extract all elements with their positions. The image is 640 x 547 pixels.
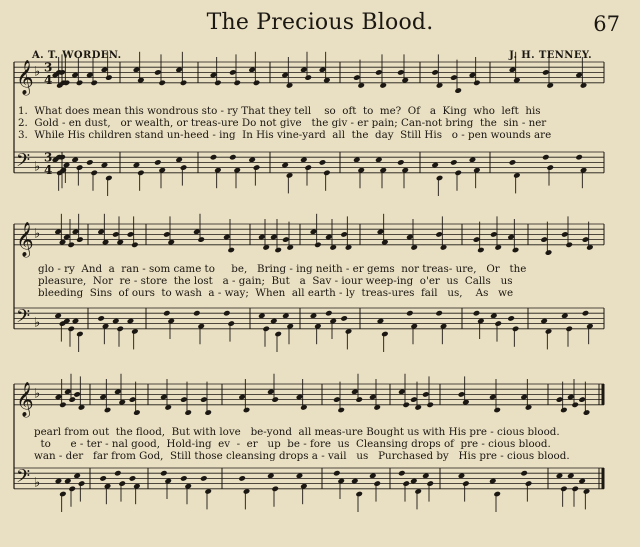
note-head bbox=[381, 331, 389, 338]
note-head bbox=[90, 80, 98, 87]
note-head bbox=[571, 402, 579, 409]
time-signature-bottom: 4 bbox=[44, 162, 53, 177]
lyrics-verse2-line1: 2. Gold - en dust, or wealth, or treas-ure Do not give the giv - er pain; Can-not bring the sin - ner bbox=[18, 117, 547, 129]
bass-clef: 𝄢 bbox=[16, 466, 31, 492]
flat-key-signature: ♭ bbox=[34, 226, 41, 242]
note-head bbox=[560, 486, 568, 493]
note-head bbox=[229, 154, 237, 161]
note-head bbox=[105, 74, 113, 81]
note-head bbox=[402, 480, 410, 487]
time-signature-bottom: 4 bbox=[44, 72, 53, 87]
note-head bbox=[133, 409, 141, 416]
note-head bbox=[118, 480, 126, 487]
note-head bbox=[546, 164, 554, 171]
note-head bbox=[227, 247, 235, 254]
note-head bbox=[184, 409, 192, 416]
note-head bbox=[76, 236, 84, 243]
note-head bbox=[542, 69, 550, 76]
note-head bbox=[59, 491, 67, 498]
note-head bbox=[436, 175, 444, 182]
note-head bbox=[473, 310, 481, 317]
note-head bbox=[319, 159, 327, 166]
note-head bbox=[271, 396, 279, 403]
note-head bbox=[105, 175, 113, 182]
note-head bbox=[402, 402, 410, 409]
note-head bbox=[565, 326, 573, 333]
note-head bbox=[337, 407, 345, 414]
note-head bbox=[426, 480, 434, 487]
flat-key-signature: ♭ bbox=[34, 475, 41, 491]
note-head bbox=[304, 74, 312, 81]
note-head bbox=[129, 475, 137, 482]
note-head bbox=[180, 80, 188, 87]
note-head bbox=[229, 69, 237, 76]
note-head bbox=[355, 491, 363, 498]
note-head bbox=[97, 315, 105, 322]
note-head bbox=[512, 326, 520, 333]
note-head bbox=[193, 310, 201, 317]
note-head bbox=[520, 470, 528, 477]
note-head bbox=[67, 326, 75, 333]
note-head bbox=[494, 320, 502, 327]
page-number: 67 bbox=[593, 12, 620, 36]
note-head bbox=[340, 315, 348, 322]
lyrics-verse1-line1: 1. What does mean this wondrous sto - ry That they tell so oft to me? Of a King who left his bbox=[18, 105, 541, 117]
lyrics-verse3-line2: bleeding Sins of ours to wash a - way; When all earth - ly treas-ures fail us, As we bbox=[38, 287, 514, 299]
flat-key-signature: ♭ bbox=[34, 315, 41, 331]
note-head bbox=[431, 69, 439, 76]
note-head bbox=[454, 170, 462, 177]
lyrics-verse2-line2: pleasure, Nor re - store the lost a - gain; But a Sav - iour weep-ing o'er us Calls us bbox=[38, 275, 513, 287]
note-head bbox=[435, 310, 443, 317]
note-head bbox=[131, 242, 139, 249]
note-head bbox=[561, 231, 569, 238]
note-head bbox=[76, 80, 84, 87]
note-head bbox=[571, 486, 579, 493]
hymn-title: The Precious Blood. bbox=[206, 10, 434, 35]
lyrics-verse1-line3: pearl from out the flood, But with love be-yond all meas-ure Bought us with His pre - cious blood. bbox=[34, 426, 560, 438]
note-head bbox=[556, 396, 564, 403]
note-head bbox=[422, 391, 430, 398]
note-head bbox=[112, 231, 120, 238]
note-head bbox=[67, 242, 75, 249]
note-head bbox=[397, 159, 405, 166]
note-head bbox=[582, 236, 590, 243]
note-head bbox=[545, 249, 553, 256]
note-head bbox=[542, 154, 550, 161]
note-head bbox=[116, 326, 124, 333]
note-head bbox=[214, 80, 222, 87]
note-head bbox=[490, 231, 498, 238]
note-head bbox=[323, 170, 331, 177]
note-head bbox=[180, 164, 188, 171]
note-head bbox=[90, 170, 98, 177]
note-head bbox=[274, 331, 282, 338]
note-head bbox=[333, 396, 341, 403]
bass-clef: 𝄢 bbox=[16, 306, 31, 332]
note-head bbox=[163, 231, 171, 238]
lyrics-verse2-line3: to e - ter - nal good, Hold-ing ev - er up be - fore us Cleansing drops of pre - cious blood. bbox=[34, 438, 551, 450]
note-head bbox=[540, 236, 548, 243]
note-head bbox=[282, 236, 290, 243]
note-head bbox=[565, 242, 573, 249]
note-head bbox=[86, 159, 94, 166]
note-head bbox=[99, 475, 107, 482]
lyrics-verse1-line2: glo - ry And a ran - som came to be, Bring - ing neith - er gems nor treas- ure, Or the bbox=[38, 263, 527, 275]
note-head bbox=[262, 326, 270, 333]
note-head bbox=[59, 402, 67, 409]
note-head bbox=[473, 236, 481, 243]
note-head bbox=[78, 480, 86, 487]
note-head bbox=[304, 164, 312, 171]
note-head bbox=[325, 310, 333, 317]
note-head bbox=[180, 475, 188, 482]
note-head bbox=[129, 396, 137, 403]
note-head bbox=[197, 236, 205, 243]
note-head bbox=[454, 87, 462, 94]
note-head bbox=[253, 164, 261, 171]
treble-clef: 𝄞 bbox=[16, 221, 34, 257]
note-head bbox=[104, 407, 112, 414]
note-head bbox=[493, 407, 501, 414]
note-head bbox=[210, 154, 218, 161]
note-head bbox=[154, 69, 162, 76]
note-head bbox=[154, 159, 162, 166]
flat-key-signature: ♭ bbox=[34, 64, 41, 80]
note-head bbox=[68, 396, 76, 403]
note-head bbox=[160, 470, 168, 477]
note-head bbox=[353, 74, 361, 81]
note-head bbox=[397, 69, 405, 76]
note-head bbox=[398, 470, 406, 477]
time-signature-top: 3 bbox=[44, 60, 53, 75]
note-head bbox=[314, 242, 322, 249]
note-head bbox=[68, 486, 76, 493]
note-head bbox=[204, 409, 212, 416]
note-head bbox=[274, 247, 282, 254]
flat-key-signature: ♭ bbox=[34, 386, 41, 402]
bass-clef: 𝄢 bbox=[16, 150, 31, 176]
note-head bbox=[578, 396, 586, 403]
note-head bbox=[158, 80, 166, 87]
note-head bbox=[233, 80, 241, 87]
note-head bbox=[507, 315, 515, 322]
note-head bbox=[227, 320, 235, 327]
lyrics-verse3-line3: wan - der far from God, Still those cleansing drops a - vail us Purchased by His pre - cious blood. bbox=[34, 450, 570, 462]
note-head bbox=[406, 310, 414, 317]
note-head bbox=[493, 491, 501, 498]
note-head bbox=[127, 231, 135, 238]
note-head bbox=[560, 407, 568, 414]
note-head bbox=[76, 331, 84, 338]
note-head bbox=[76, 164, 84, 171]
treble-clef: 𝄞 bbox=[16, 381, 34, 417]
note-head bbox=[238, 475, 246, 482]
note-head bbox=[373, 480, 381, 487]
note-head bbox=[473, 80, 481, 87]
note-head bbox=[435, 231, 443, 238]
note-head bbox=[582, 310, 590, 317]
composer-credit: J. H. TENNEY. bbox=[509, 50, 592, 61]
note-head bbox=[180, 396, 188, 403]
lyrics-verse3-line1: 3. While His children stand un-heed - ing In His vine-yard all the day Still His o - pen wounds are bbox=[18, 129, 552, 141]
note-head bbox=[243, 407, 251, 414]
note-head bbox=[200, 475, 208, 482]
note-head bbox=[512, 247, 520, 254]
note-head bbox=[410, 396, 418, 403]
note-head bbox=[375, 69, 383, 76]
note-head bbox=[271, 486, 279, 493]
note-head bbox=[525, 480, 533, 487]
note-head bbox=[223, 310, 231, 317]
note-head bbox=[333, 470, 341, 477]
note-head bbox=[462, 480, 470, 487]
note-head bbox=[575, 154, 583, 161]
note-head bbox=[73, 391, 81, 398]
flat-key-signature: ♭ bbox=[34, 159, 41, 175]
note-head bbox=[509, 159, 517, 166]
note-head bbox=[200, 396, 208, 403]
treble-clef: 𝄞 bbox=[16, 59, 34, 95]
note-head bbox=[355, 396, 363, 403]
note-head bbox=[340, 231, 348, 238]
note-head bbox=[458, 391, 466, 398]
note-head bbox=[450, 159, 458, 166]
note-head bbox=[426, 402, 434, 409]
time-signature-top: 3 bbox=[44, 150, 53, 165]
note-head bbox=[450, 74, 458, 81]
note-head bbox=[477, 247, 485, 254]
note-head bbox=[163, 310, 171, 317]
note-head bbox=[253, 80, 261, 87]
note-head bbox=[137, 170, 145, 177]
lyricist-credit: A. T. WORDEN. bbox=[32, 50, 122, 61]
note-head bbox=[114, 470, 122, 477]
note-head bbox=[583, 409, 591, 416]
